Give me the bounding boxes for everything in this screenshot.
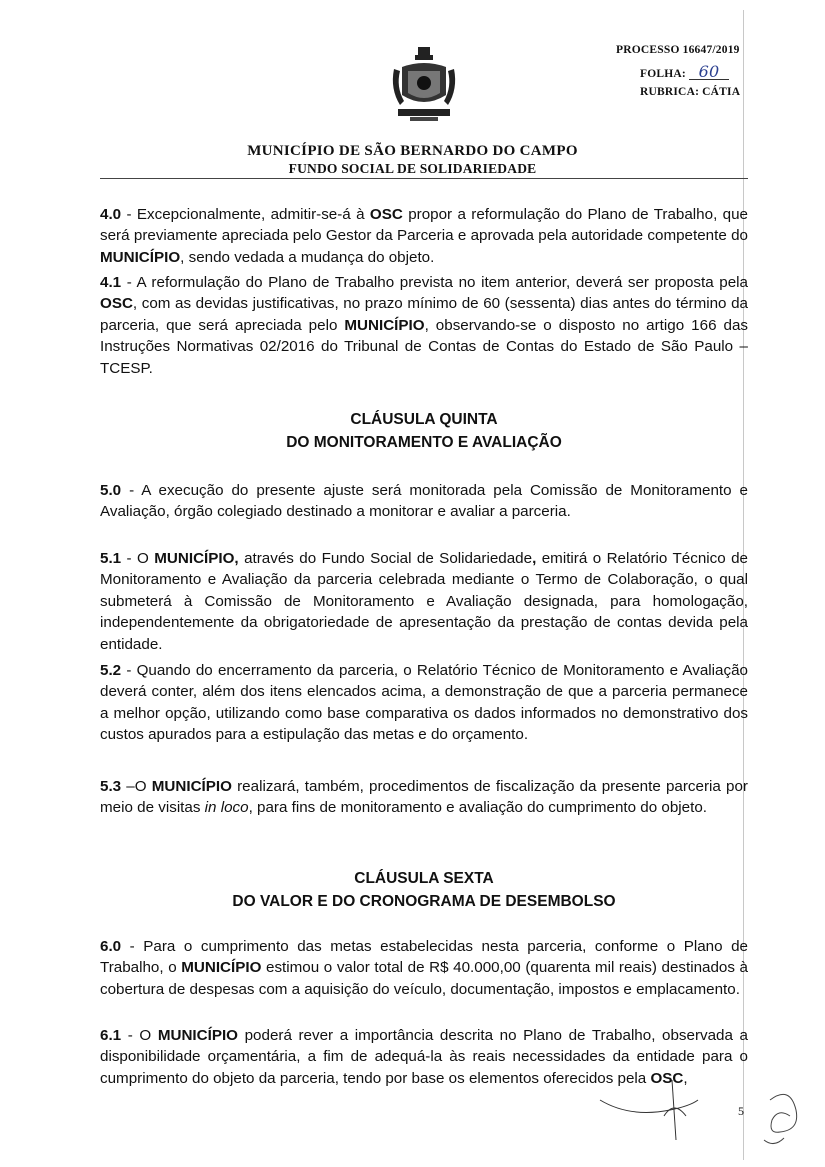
paragraph-6-1: 6.1 - O MUNICÍPIO poderá rever a importância descrita no Plano de Trabalho, observada a disponibilidade orçamentária, a fim de adequá-la às reais necessidades da entidade para o cumprimento do objeto da parceria, tendo por base os elementos oferecidos pela OSC, xyxy=(100,1027,749,1087)
paragraph-4-1: 4.1 - A reformulação do Plano de Trabalho prevista no item anterior, deverá ser proposta pela OSC, com as devidas justificativas, no prazo mínimo de 60 (sessenta) dias antes do término da parceria, que será apreciada pelo MUNICÍPIO, observando-se o disposto no artigo 166 das Instruções Normativas 02/2016 do Tribunal de Contas de Contas do Estado de São Paulo – TCESP. xyxy=(100,274,748,377)
paragraph-5-3: 5.3 –O MUNICÍPIO realizará, também, procedimentos de fiscalização da presente parceria por meio de visitas in loco, para fins de monitoramento e avaliação do cumprimento do objeto. xyxy=(100,778,748,817)
paragraph-4-0: 4.0 - Excepcionalmente, admitir-se-á à OSC propor a reformulação do Plano de Trabalho, que será previamente apreciada pelo Gestor da Parceria e aprovada pela autoridade competente do MUNICÍPIO, sendo vedada a mudança do objeto. xyxy=(100,206,748,266)
clause-5-heading: CLÁUSULA QUINTA DO MONITORAMENTO E AVALIAÇÃO xyxy=(286,411,562,451)
paragraph-6-0: 6.0 - Para o cumprimento das metas estabelecidas nesta parceria, conforme o Plano de Trabalho, o MUNICÍPIO estimou o valor total de R$ 40.000,00 (quarenta mil reais) destinados à cobertura de despesas com a aquisição do veículo, documentação, impostos e emplacamento. xyxy=(100,938,749,998)
fund-title: FUNDO SOCIAL DE SOLIDARIEDADE xyxy=(288,161,537,176)
clause-6-heading: CLÁUSULA SEXTA DO VALOR E DO CRONOGRAMA DE DESEMBOLSO xyxy=(232,870,616,910)
signature-mark xyxy=(590,1070,730,1150)
folha-label: FOLHA: xyxy=(640,68,686,80)
initials-mark xyxy=(760,1080,810,1150)
page-number: 5 xyxy=(738,1104,744,1118)
header-rule xyxy=(100,178,748,179)
rubrica: RUBRICA: CÁTIA xyxy=(640,86,741,98)
municipality-title: MUNICÍPIO DE SÃO BERNARDO DO CAMPO xyxy=(247,143,578,159)
paragraph-5-1: 5.1 - O MUNICÍPIO, através do Fundo Social de Solidariedade, emitirá o Relatório Técnico de Monitoramento e Avaliação da parceria celebrada mediante o Termo de Colaboração, o qual submeterá à Comissão de Monitoramento e Avaliação designada, para homologação, independentemente da obrigatoriedade de apresentação da prestação de contas devida pela entidade. xyxy=(100,550,748,653)
process-number: PROCESSO 16647/2019 xyxy=(616,44,740,56)
process-stamp xyxy=(616,44,740,107)
paragraph-5-0: 5.0 - A execução do presente ajuste será monitorada pela Comissão de Monitoramento e Avaliação, órgão colegiado destinado a monitorar e avaliar a parceria. xyxy=(100,482,748,521)
folha-number: 60 xyxy=(689,65,729,80)
paragraph-5-2: 5.2 - Quando do encerramento da parceria, o Relatório Técnico de Monitoramento e Avaliação deverá conter, além dos itens elencados acima, a demonstração de que a parceria permanece a melhor opção, utilizando como base comparativa os dados informados no demonstrativo dos custos apurados para a estipulação das metas e do orçamento. xyxy=(100,662,748,744)
coat-of-arms-icon xyxy=(388,45,460,127)
